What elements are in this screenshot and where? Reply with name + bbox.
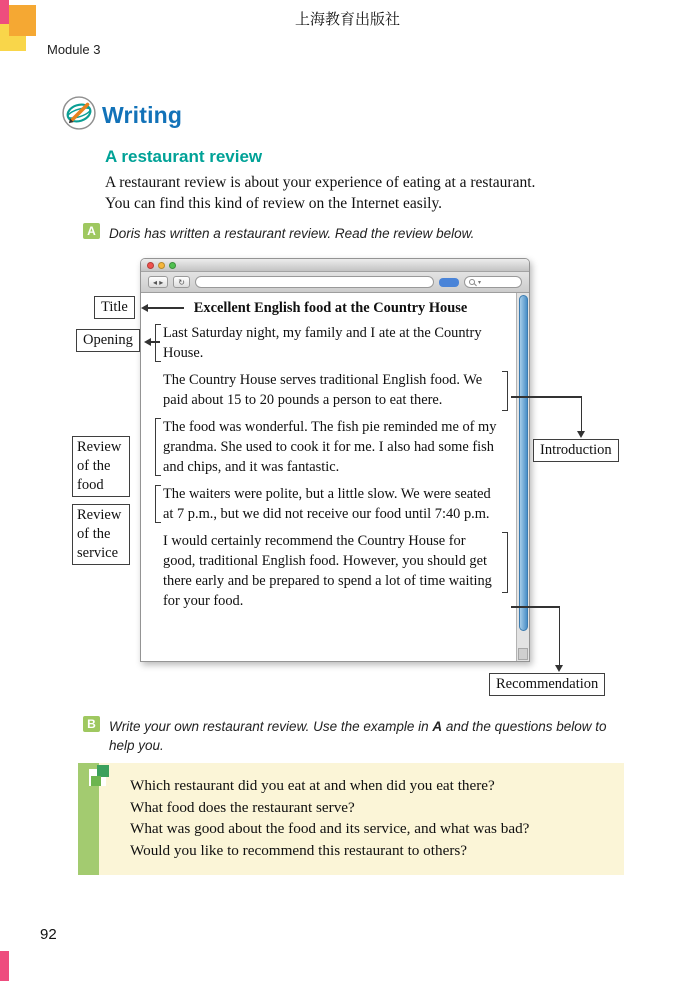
back-forward-buttons[interactable]: ◂ ▸ [148, 276, 168, 288]
intro-paragraph [105, 172, 535, 214]
task-b [83, 716, 631, 755]
browser-titlebar [141, 259, 529, 272]
pink-strip-bottom [0, 951, 9, 981]
scrollbar-thumb[interactable] [519, 295, 528, 631]
bracket-food [155, 418, 161, 476]
browser-toolbar [141, 272, 529, 293]
review-title: Excellent English food at the Country House [193, 300, 468, 316]
scrollbar-down-button[interactable] [518, 648, 528, 660]
search-box[interactable] [464, 276, 522, 288]
recommendation-connector-vline [559, 606, 561, 666]
recommendation-arrowhead [555, 665, 563, 672]
introduction-connector-hline [511, 396, 582, 398]
module-label: Module 3 [47, 42, 101, 57]
label-title: Title [94, 296, 135, 319]
intro-line-1: A restaurant review is about your experience of eating at a restaurant. [105, 174, 536, 191]
label-review-of-the-food: Review of the food [72, 436, 130, 497]
close-icon[interactable] [147, 262, 154, 269]
title-connector-line [148, 307, 184, 309]
question-4: Would you like to recommend this restaurant to others? [130, 841, 468, 859]
writing-heading [62, 96, 182, 135]
opening-connector-line [150, 341, 160, 343]
publisher-header: 上海教育出版社 [294, 11, 400, 28]
introduction-arrowhead [577, 431, 585, 438]
section-title: Writing [102, 102, 183, 128]
bracket-opening [155, 324, 161, 362]
lesson-title: A restaurant review [105, 147, 263, 166]
label-opening: Opening [76, 329, 140, 352]
question-3: What was good about the food and its service, and what was bad? [130, 820, 530, 837]
minimize-icon[interactable] [158, 262, 165, 269]
question-1: Which restaurant did you eat at and when did you eat there? [130, 777, 495, 794]
page-number: 92 [40, 926, 57, 943]
browser-window [140, 258, 530, 662]
opening-arrowhead [144, 338, 151, 346]
review-paragraph-food: The food was wonderful. The fish pie reminded me of my grandma. She used to cook it for me. I also had some fish and chips, and it was fantastic. [155, 417, 506, 477]
task-b-badge: B [83, 716, 100, 732]
question-list [130, 775, 529, 861]
orange-square [9, 5, 36, 36]
review-content [141, 293, 516, 661]
review-paragraph-opening: Last Saturday night, my family and I ate at the Country House. [155, 323, 506, 363]
task-a [83, 223, 628, 243]
bracket-service [155, 485, 161, 523]
task-a-badge: A [83, 223, 100, 239]
recommendation-connector-hline [511, 606, 560, 608]
bracket-recommendation [502, 532, 508, 593]
question-2: What food does the restaurant serve? [130, 798, 355, 816]
address-bar[interactable] [195, 276, 434, 288]
label-review-of-the-service: Review of the service [72, 504, 130, 565]
questions-box [78, 763, 624, 875]
label-introduction: Introduction [533, 439, 619, 462]
deco-green-square-2 [91, 776, 101, 786]
task-a-instruction: Doris has written a restaurant review. Read the review below. [109, 225, 475, 241]
reload-button[interactable]: ↻ [173, 276, 190, 288]
review-paragraph-recommendation: I would certainly recommend the Country House for good, traditional English food. However, you should get there early and be prepared to spend a lot of time waiting for your food. [155, 531, 506, 611]
title-arrowhead [141, 304, 148, 312]
review-paragraph-introduction: The Country House serves traditional English food. We paid about 15 to 20 pounds a person to eat there. [155, 370, 506, 410]
writing-globe-pencil-icon [62, 96, 96, 135]
review-paragraph-service: The waiters were polite, but a little slow. We were seated at 7 p.m., but we did not receive our food until 7:40 p.m. [155, 484, 506, 524]
search-icon [469, 279, 475, 285]
introduction-connector-vline [581, 396, 583, 432]
search-caret-icon: ▾ [478, 279, 482, 286]
task-b-instruction: Write your own restaurant review. Use the example in A and the questions below to help you. [109, 718, 607, 753]
bracket-introduction [502, 371, 508, 411]
zoom-icon[interactable] [169, 262, 176, 269]
intro-line-2: You can find this kind of review on the Internet easily. [105, 195, 443, 212]
rss-badge [439, 278, 459, 287]
label-recommendation: Recommendation [489, 673, 605, 696]
